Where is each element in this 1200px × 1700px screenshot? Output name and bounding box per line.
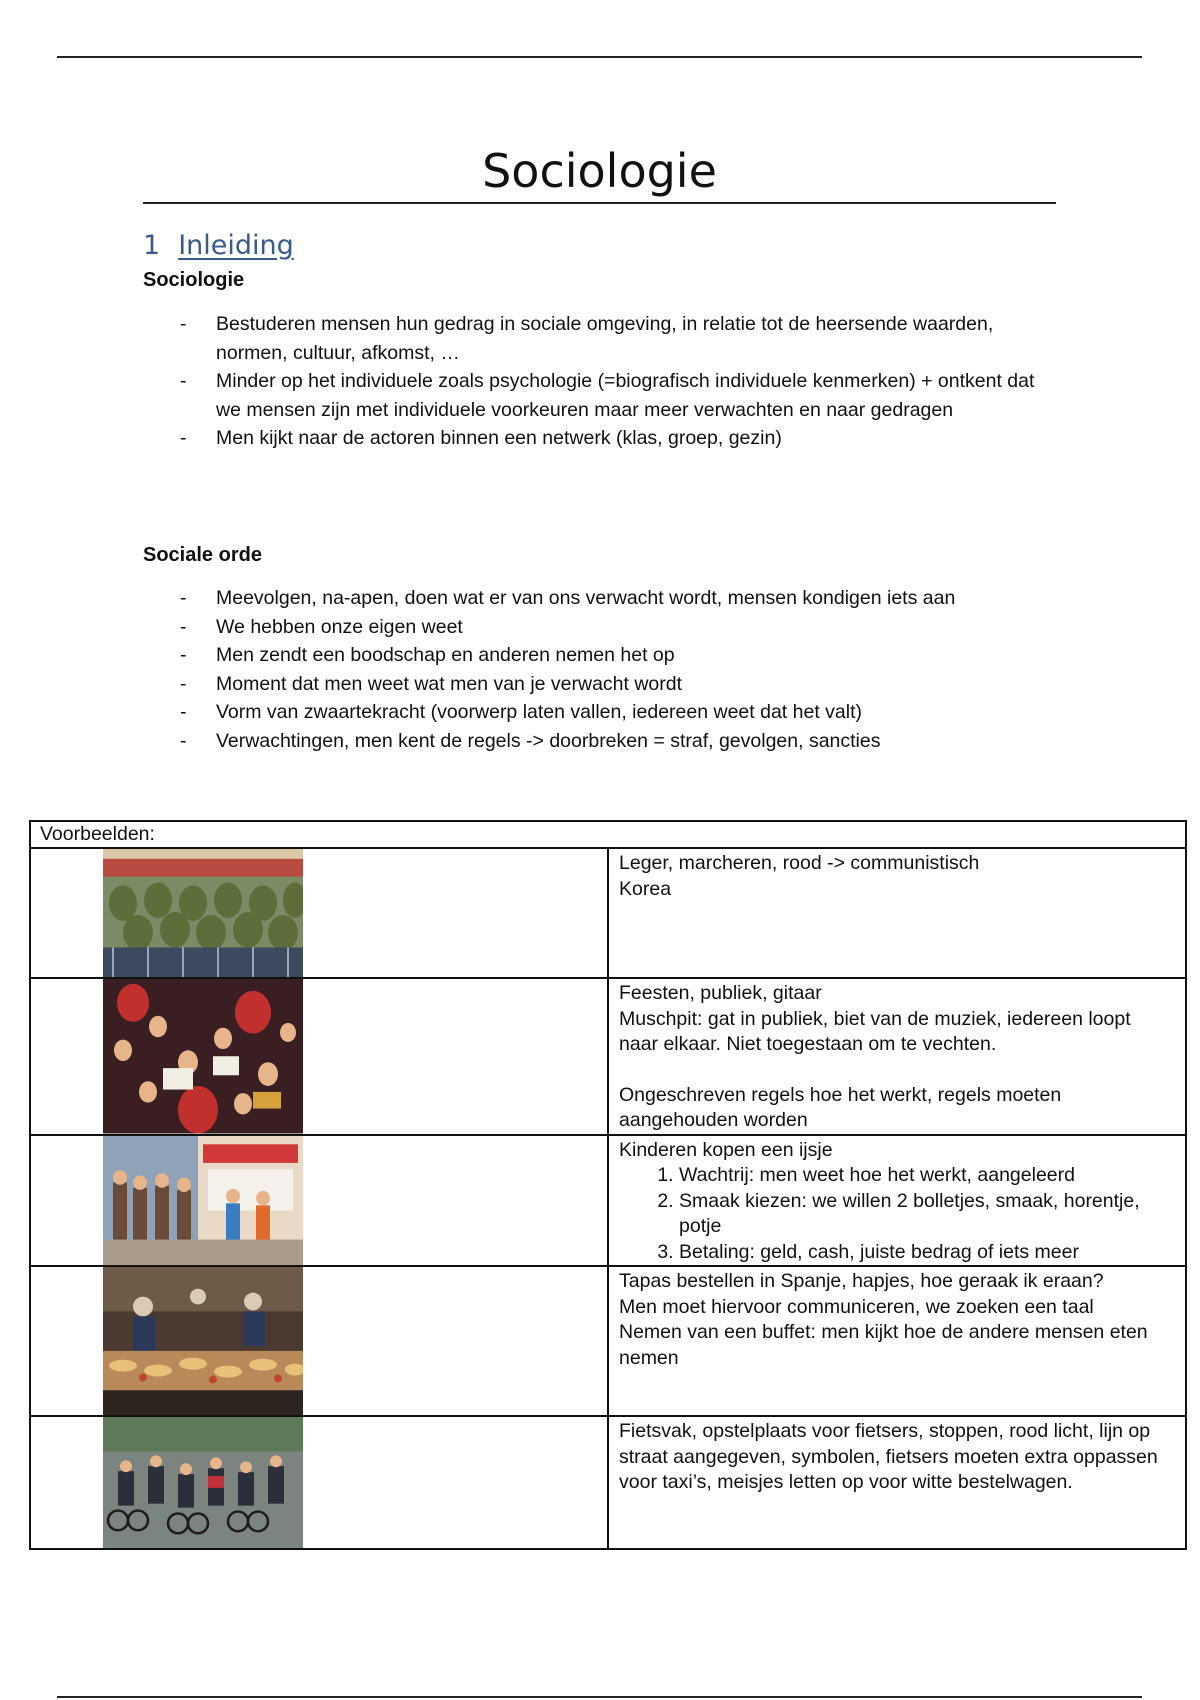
page-top-rule [57, 56, 1142, 58]
bullet-marker: - [180, 672, 187, 695]
list-item: 3. Betaling: geld, cash, juiste bedrag of iets meer [679, 1240, 1175, 1266]
list-item: 1. Wachtrij: men weet hoe het werkt, aangeleerd [679, 1163, 1175, 1189]
example-text [619, 1058, 1175, 1083]
bullet-marker: - [180, 615, 187, 638]
list-item: - Meevolgen, na-apen, doen wat er van ons verwacht wordt, mensen kondigen iets aan [180, 584, 1060, 613]
ice-cream-queue-photo [103, 1136, 303, 1266]
list-item: - Minder op het individuele zoals psychologie (=biografisch individuele kenmerken) + ontkent dat we mensen zijn met individuele voorkeuren maar meer verwachten en naar gedragen [180, 367, 1060, 424]
numbered-list [619, 1163, 1175, 1265]
sociologie-heading: Sociologie [143, 269, 245, 291]
list-item: - Moment dat men weet wat men van je verwacht wordt [180, 670, 1060, 699]
list-item: - We hebben onze eigen weet [180, 613, 1060, 642]
bullet-marker: - [180, 729, 187, 752]
example-text: Korea [619, 877, 672, 900]
table-row [30, 848, 1186, 978]
page-bottom-rule [57, 1696, 1142, 1698]
section-number: 1 [143, 230, 161, 261]
examples-table [29, 820, 1187, 1550]
examples-table-header: Voorbeelden: [30, 821, 1186, 848]
sociale-orde-heading: Sociale orde [143, 544, 262, 566]
table-row [30, 1266, 1186, 1416]
table-row [30, 978, 1186, 1135]
list-item: - Men kijkt naar de actoren binnen een netwerk (klas, groep, gezin) [180, 424, 1060, 453]
bullet-marker: - [180, 370, 187, 392]
marching-soldiers-photo [103, 849, 303, 977]
example-text: Fietsvak, opstelplaats voor fietsers, stoppen, rood licht, lijn op straat aangegeven, symbolen, fietsers moeten extra oppassen voor taxi’s, meisjes letten op voor witte bestelwagen. [619, 1420, 1158, 1493]
bullet-marker: - [180, 701, 187, 723]
bullet-marker: - [180, 587, 187, 609]
list-item: - Bestuderen mensen hun gedrag in sociale omgeving, in relatie tot de heersende waarden, normen, cultuur, afkomst, … [180, 310, 1060, 367]
bullet-marker: - [180, 644, 187, 666]
list-item: - Verwachtingen, men kent de regels -> doorbreken = straf, gevolgen, sancties [180, 727, 1060, 756]
concert-crowd-photo [103, 979, 303, 1134]
section-title-link[interactable]: Inleiding [178, 230, 294, 261]
table-row [30, 1416, 1186, 1549]
example-text: Muschpit: gat in publiek, biet van de muziek, iedereen loopt naar elkaar. Niet toegestaan om te vechten. [619, 1007, 1131, 1055]
example-text: Nemen van een buffet: men kijkt hoe de andere mensen eten nemen [619, 1321, 1148, 1369]
cyclists-street-photo [103, 1417, 303, 1548]
tapas-bar-photo [103, 1267, 303, 1415]
page-title: Sociologie [143, 140, 1056, 204]
example-text: Feesten, publiek, gitaar [619, 982, 822, 1004]
list-item: 2. Smaak kiezen: we willen 2 bolletjes, smaak, horentje, potje [679, 1189, 1175, 1240]
section-heading[interactable] [143, 228, 294, 264]
bullet-marker: - [180, 313, 187, 335]
example-text: Ongeschreven regels hoe het werkt, regels moeten aangehouden worden [619, 1083, 1062, 1131]
sociale-orde-bullet-list [180, 584, 1060, 755]
list-item: - Men zendt een boodschap en anderen nemen het op [180, 641, 1060, 670]
example-text: Tapas bestellen in Spanje, hapjes, hoe geraak ik eraan? [619, 1270, 1104, 1292]
list-item: - Vorm van zwaartekracht (voorwerp laten vallen, iedereen weet dat het valt) [180, 698, 1060, 727]
table-row [30, 1135, 1186, 1267]
example-text: Leger, marcheren, rood -> communistisch [619, 852, 980, 874]
sociologie-bullet-list [180, 310, 1060, 453]
example-text: Kinderen kopen een ijsje [619, 1138, 833, 1161]
example-text: Men moet hiervoor communiceren, we zoeken een taal [619, 1295, 1094, 1318]
bullet-marker: - [180, 427, 187, 449]
